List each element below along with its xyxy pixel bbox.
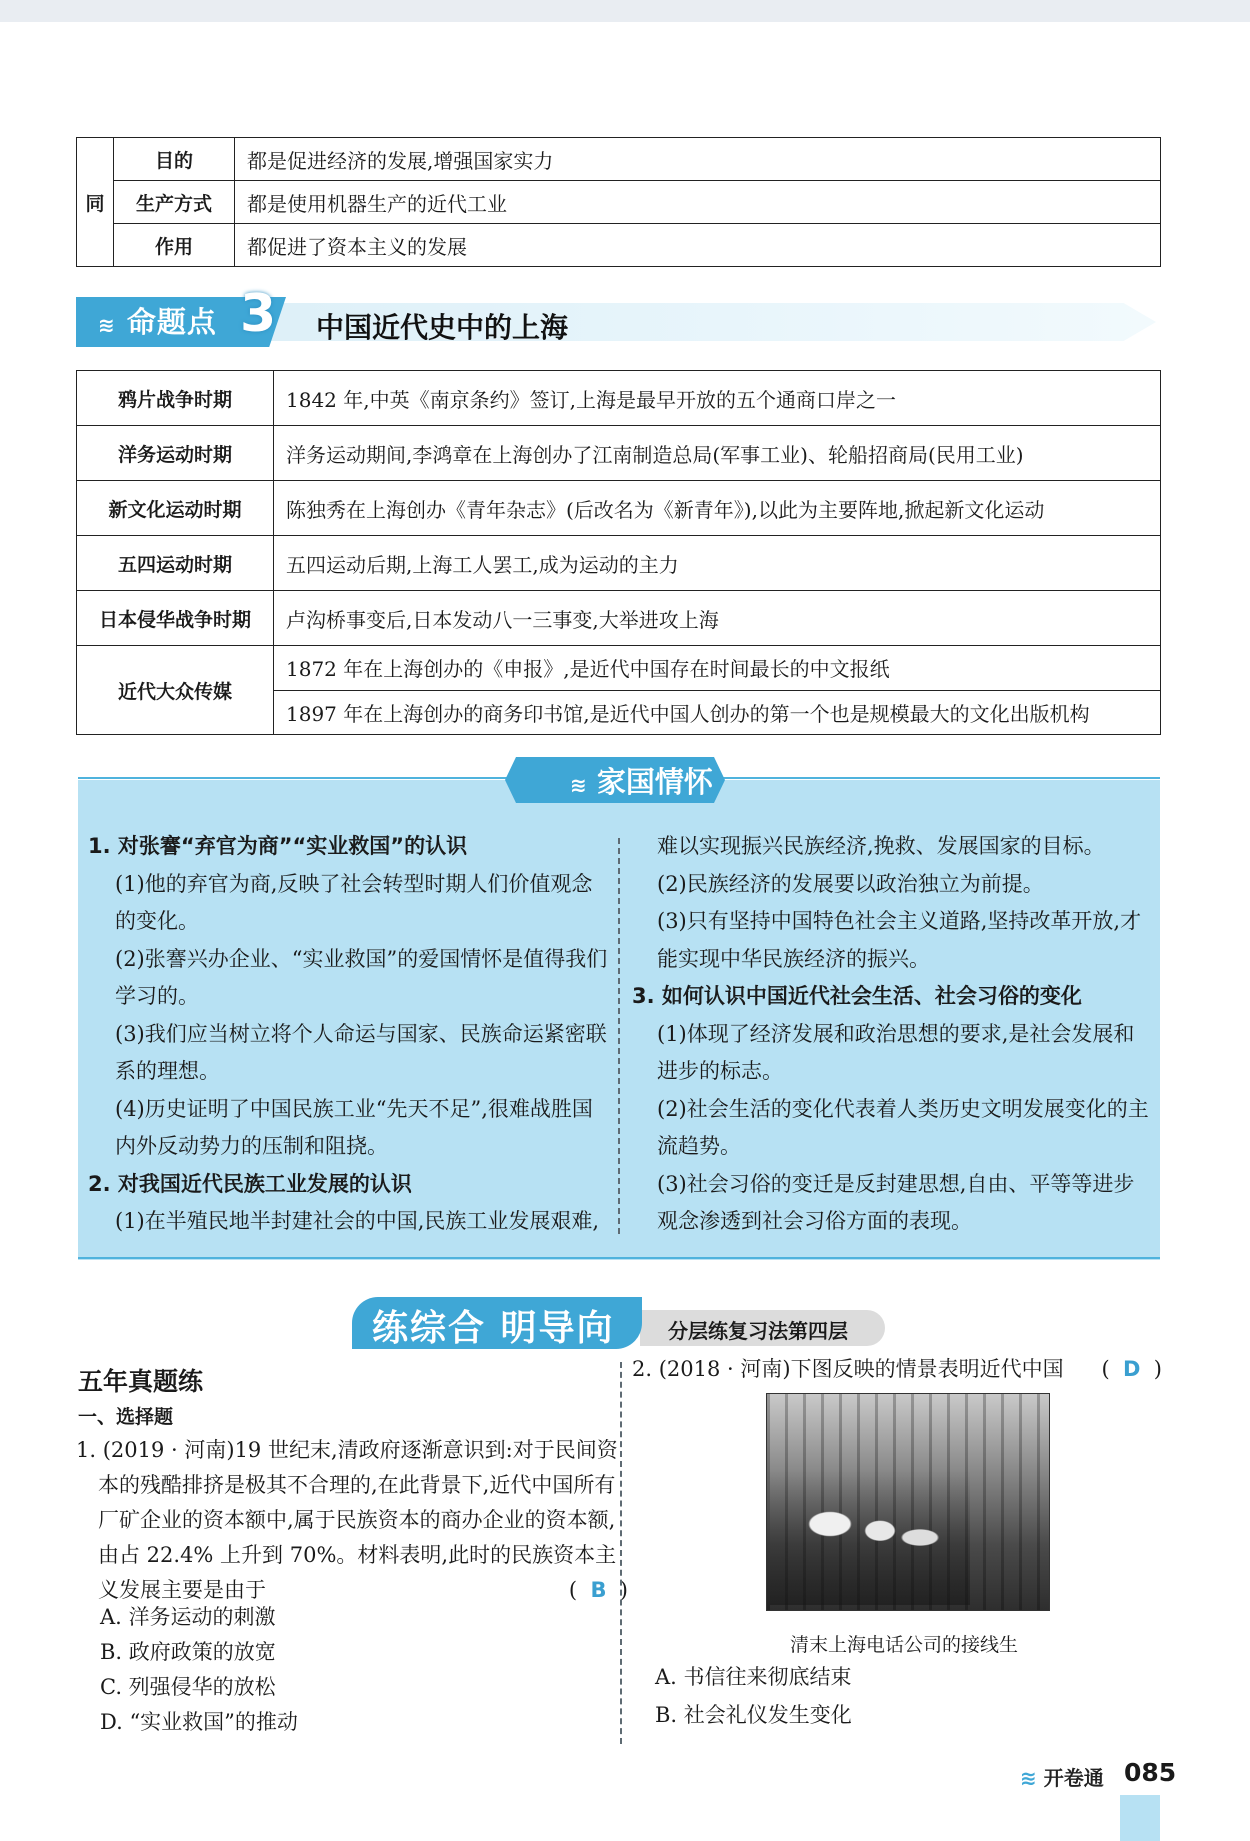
- option: D. “实业救国”的推动: [100, 1710, 298, 1734]
- wave-icon: ≋: [570, 773, 587, 797]
- page-edge-tab: [1120, 1795, 1160, 1841]
- period-text: 陈独秀在上海创办《青年杂志》(后改名为《新青年》),以此为主要阵地,掀起新文化运动: [274, 481, 1161, 536]
- column-divider: [620, 1362, 622, 1744]
- panel-heading: 2. 对我国近代民族工业发展的认识: [88, 1171, 412, 1196]
- answer-value: D: [1123, 1357, 1141, 1381]
- period-cell: 五四运动时期: [77, 536, 274, 591]
- row-label: 目的: [114, 138, 235, 181]
- period-cell: 新文化运动时期: [77, 481, 274, 536]
- question-1-stem: 1. (2019 · 河南)19 世纪末,清政府逐渐意识到:对于民间资本的残酷排挤是极其不合理的,在此背景下,近代中国所有厂矿企业的资本额中,属于民族资本的商办企业的资本额,由占 22.4% 上升到 70%。材料表明,此时的民族资本主义发展主要是由于 ( B ): [76, 1433, 630, 1608]
- panel-paragraph: (3)只有坚持中国特色社会主义道路,坚持改革开放,才能实现中华民族经济的振兴。: [657, 909, 1142, 971]
- panel-bottom-line: [78, 1257, 1160, 1259]
- answer-value: B: [590, 1578, 607, 1602]
- panel-left-column: [88, 828, 608, 1241]
- panel-paragraph: (1)在半殖民地半封建社会的中国,民族工业发展艰难,: [115, 1209, 600, 1233]
- practice-title: 练综合 明导向: [372, 1308, 615, 1349]
- period-text: 五四运动后期,上海工人罢工,成为运动的主力: [274, 536, 1161, 591]
- period-cell: 鸦片战争时期: [77, 371, 274, 426]
- period-text: 洋务运动期间,李鸿章在上海创办了江南制造总局(军事工业)、轮船招商局(民用工业): [274, 426, 1161, 481]
- group-label: 同: [77, 138, 114, 267]
- option: B. 政府政策的放宽: [100, 1640, 276, 1664]
- period-cell: 近代大众传媒: [77, 646, 274, 735]
- publisher-logo: ≋ 开卷通: [1020, 1766, 1104, 1790]
- practice-subtitle: 分层练复习法第四层: [668, 1319, 848, 1343]
- row-text: 都是使用机器生产的近代工业: [235, 181, 1161, 224]
- panel-paragraph: (2)民族经济的发展要以政治独立为前提。: [657, 871, 1044, 896]
- subsection-heading: 一、选择题: [78, 1406, 174, 1428]
- question-2-options: [655, 1658, 1135, 1734]
- panel-paragraph: (2)张謇兴办企业、“实业救国”的爱国情怀是值得我们学习的。: [115, 946, 608, 1008]
- row-text: 都促进了资本主义的发展: [235, 224, 1161, 267]
- section-title: 中国近代史中的上海: [316, 311, 569, 344]
- panel-paragraph: (1)体现了经济发展和政治思想的要求,是社会发展和进步的标志。: [657, 1021, 1135, 1083]
- photo-caption: 清末上海电话公司的接线生: [790, 1634, 1019, 1656]
- panel-paragraph: 难以实现振兴民族经济,挽救、发展国家的目标。: [657, 834, 1105, 858]
- question-1-options: [100, 1600, 600, 1740]
- panel-badge-label: ≋ 家国情怀: [570, 765, 713, 799]
- row-label: 生产方式: [114, 181, 235, 224]
- period-text: 1872 年在上海创办的《申报》,是近代中国存在时间最长的中文报纸: [274, 646, 1161, 691]
- answer-bracket: ( D ): [1101, 1357, 1162, 1381]
- row-text: 都是促进经济的发展,增强国家实力: [235, 138, 1161, 181]
- panel-divider: [618, 838, 620, 1234]
- panel-paragraph: (3)社会习俗的变迁是反封建思想,自由、平等等进步观念渗透到社会习俗方面的表现。: [657, 1171, 1135, 1233]
- wave-icon: ≋: [1020, 1766, 1037, 1790]
- option: B. 社会礼仪发生变化: [655, 1703, 852, 1727]
- top-band: [0, 0, 1250, 22]
- comparison-table: [76, 137, 1161, 267]
- panel-heading: 3. 如何认识中国近代社会生活、社会习俗的变化: [632, 984, 1082, 1008]
- panel-paragraph: (2)社会生活的变化代表着人类历史文明发展变化的主流趋势。: [657, 1096, 1149, 1158]
- period-cell: 洋务运动时期: [77, 426, 274, 481]
- option: A. 书信往来彻底结束: [655, 1665, 852, 1689]
- panel-paragraph: (3)我们应当树立将个人命运与国家、民族命运紧密联系的理想。: [115, 1021, 607, 1083]
- section-number: 3: [240, 284, 277, 344]
- row-label: 作用: [114, 224, 235, 267]
- period-cell: 日本侵华战争时期: [77, 591, 274, 646]
- panel-paragraph: (4)历史证明了中国民族工业“先天不足”,很难战胜国内外反动势力的压制和阻挠。: [115, 1096, 593, 1158]
- panel-right-column: [632, 828, 1152, 1241]
- section-tab-label: ≋ 命题点: [98, 305, 217, 339]
- panel-heading: 1. 对张謇“弃官为商”“实业救国”的认识: [88, 834, 468, 858]
- period-text: 1842 年,中英《南京条约》签订,上海是最早开放的五个通商口岸之一: [274, 371, 1161, 426]
- question-2-stem: 2. (2018 · 河南)下图反映的情景表明近代中国 ( D ): [632, 1352, 1162, 1387]
- option: C. 列强侵华的放松: [100, 1675, 276, 1699]
- answer-bracket: ( B ): [568, 1578, 628, 1602]
- photo-figures: [770, 1470, 970, 1605]
- option: A. 洋务运动的刺激: [100, 1605, 276, 1629]
- period-text: 1897 年在上海创办的商务印书馆,是近代中国人创办的第一个也是规模最大的文化出版机构: [274, 690, 1161, 735]
- panel-paragraph: (1)他的弃官为商,反映了社会转型时期人们价值观念的变化。: [115, 871, 593, 933]
- period-text: 卢沟桥事变后,日本发动八一三事变,大举进攻上海: [274, 591, 1161, 646]
- section-heading: 五年真题练: [78, 1367, 204, 1396]
- shanghai-table: [76, 370, 1161, 735]
- wave-icon: ≋: [98, 313, 116, 337]
- page-number: 085: [1124, 1758, 1177, 1787]
